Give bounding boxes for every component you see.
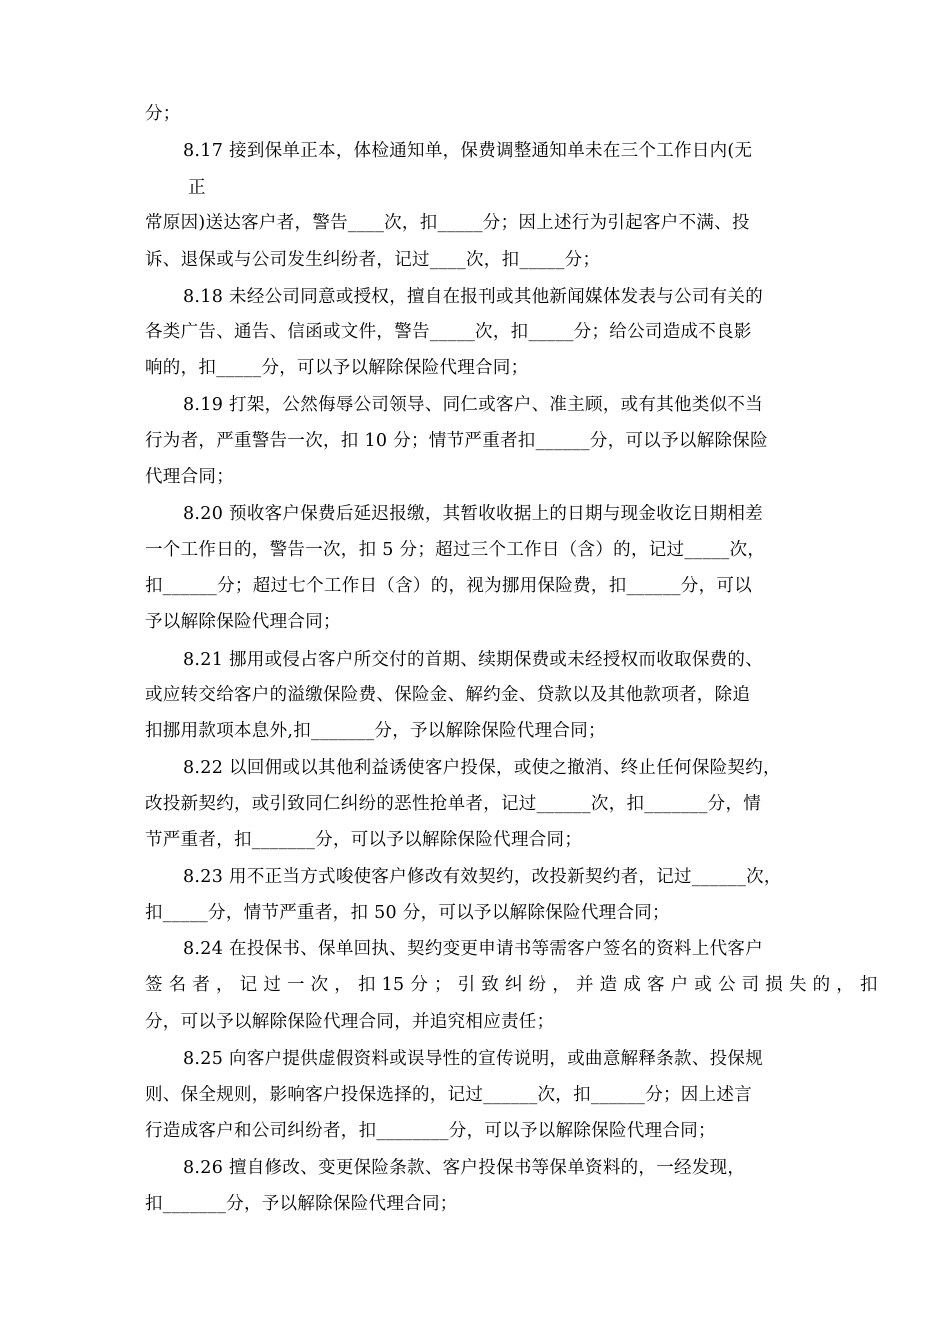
text-line: 改投新契约，或引致同仁纠纷的恶性抢单者，记过______次，扣_______分，情 <box>145 794 762 814</box>
clause-8-17: 8.17 接到保单正本，体检通知单，保费调整通知单未在三个工作日内(无 <box>183 141 753 161</box>
text-line: 扣______分；超过七个工作日（含）的，视为挪用保险费，扣______分，可以 <box>145 576 752 596</box>
text-line: 正 <box>188 178 206 198</box>
text-line: 一个工作日的，警告一次，扣 5 分；超过三个工作日（含）的，记过_____次， <box>145 540 766 560</box>
text-line: 常原因)送达客户者，警告____次，扣_____分；因上述行为引起客户不满、投 <box>145 213 750 233</box>
text-line: 节严重者，扣_______分，可以予以解除保险代理合同； <box>145 830 583 850</box>
text-line: 行造成客户和公司纠纷者，扣________分，可以予以解除保险代理合同； <box>145 1121 716 1141</box>
text-line: 予以解除保险代理合同； <box>145 612 341 632</box>
text-line: 代理合同； <box>145 467 234 487</box>
clause-8-24: 8.24 在投保书、保单回执、契约变更申请书等需客户签名的资料上代客户 <box>183 939 764 959</box>
text-line: 则、保全规则，影响客户投保选择的，记过______次，扣______分；因上述言 <box>145 1085 752 1105</box>
text-line: 行为者，严重警告一次，扣 10 分；情节严重者扣______分，可以予以解除保险 <box>145 431 768 451</box>
clause-8-22: 8.22 以回佣或以其他利益诱使客户投保，或使之撤消、终止任何保险契约， <box>183 758 781 778</box>
text-line: 扣_______分，予以解除保险代理合同； <box>145 1194 458 1214</box>
text-line: 或应转交给客户的溢缴保险费、保险金、解约金、贷款以及其他款项者，除追 <box>145 685 751 705</box>
clause-8-18: 8.18 未经公司同意或授权，擅自在报刊或其他新闻媒体发表与公司有关的 <box>183 287 764 307</box>
clause-8-21: 8.21 挪用或侵占客户所交付的首期、续期保费或未经授权而收取保费的、 <box>183 650 764 670</box>
text-line: 响的，扣_____分，可以予以解除保险代理合同； <box>145 358 529 378</box>
clause-8-26: 8.26 擅自修改、变更保险条款、客户投保书等保单资料的，一经发现， <box>183 1158 746 1178</box>
clause-8-25: 8.25 向客户提供虚假资料或误导性的宣传说明，或曲意解释条款、投保规 <box>183 1049 764 1069</box>
clause-8-20: 8.20 预收客户保费后延迟报缴，其暂收收据上的日期与现金收讫日期相差 <box>183 504 764 524</box>
text-line: 分； <box>145 104 181 124</box>
text-line: 诉、退保或与公司发生纠纷者，记过____次，扣_____分； <box>145 250 601 270</box>
text-line: 各类广告、通告、信函或文件，警告_____次，扣_____分；给公司造成不良影 <box>145 322 752 342</box>
clause-8-19: 8.19 打架，公然侮辱公司领导、同仁或客户、准主顾，或有其他类似不当 <box>183 395 764 415</box>
text-line: 签 名 者 ， 记 过 一 次 ， 扣 15 分 ； 引 致 纠 纷 ， 并 造 成 客 户 或 公 司 损 失 的 ， 扣 <box>145 975 878 995</box>
clause-8-23: 8.23 用不正当方式唆使客户修改有效契约，改投新契约者，记过______次， <box>183 867 782 887</box>
text-line: 扣_____分，情节严重者，扣 50 分，可以予以解除保险代理合同； <box>145 903 670 923</box>
text-line: 扣挪用款项本息外,扣_______分，予以解除保险代理合同； <box>145 721 606 741</box>
text-line: 分，可以予以解除保险代理合同，并追究相应责任； <box>145 1012 555 1032</box>
